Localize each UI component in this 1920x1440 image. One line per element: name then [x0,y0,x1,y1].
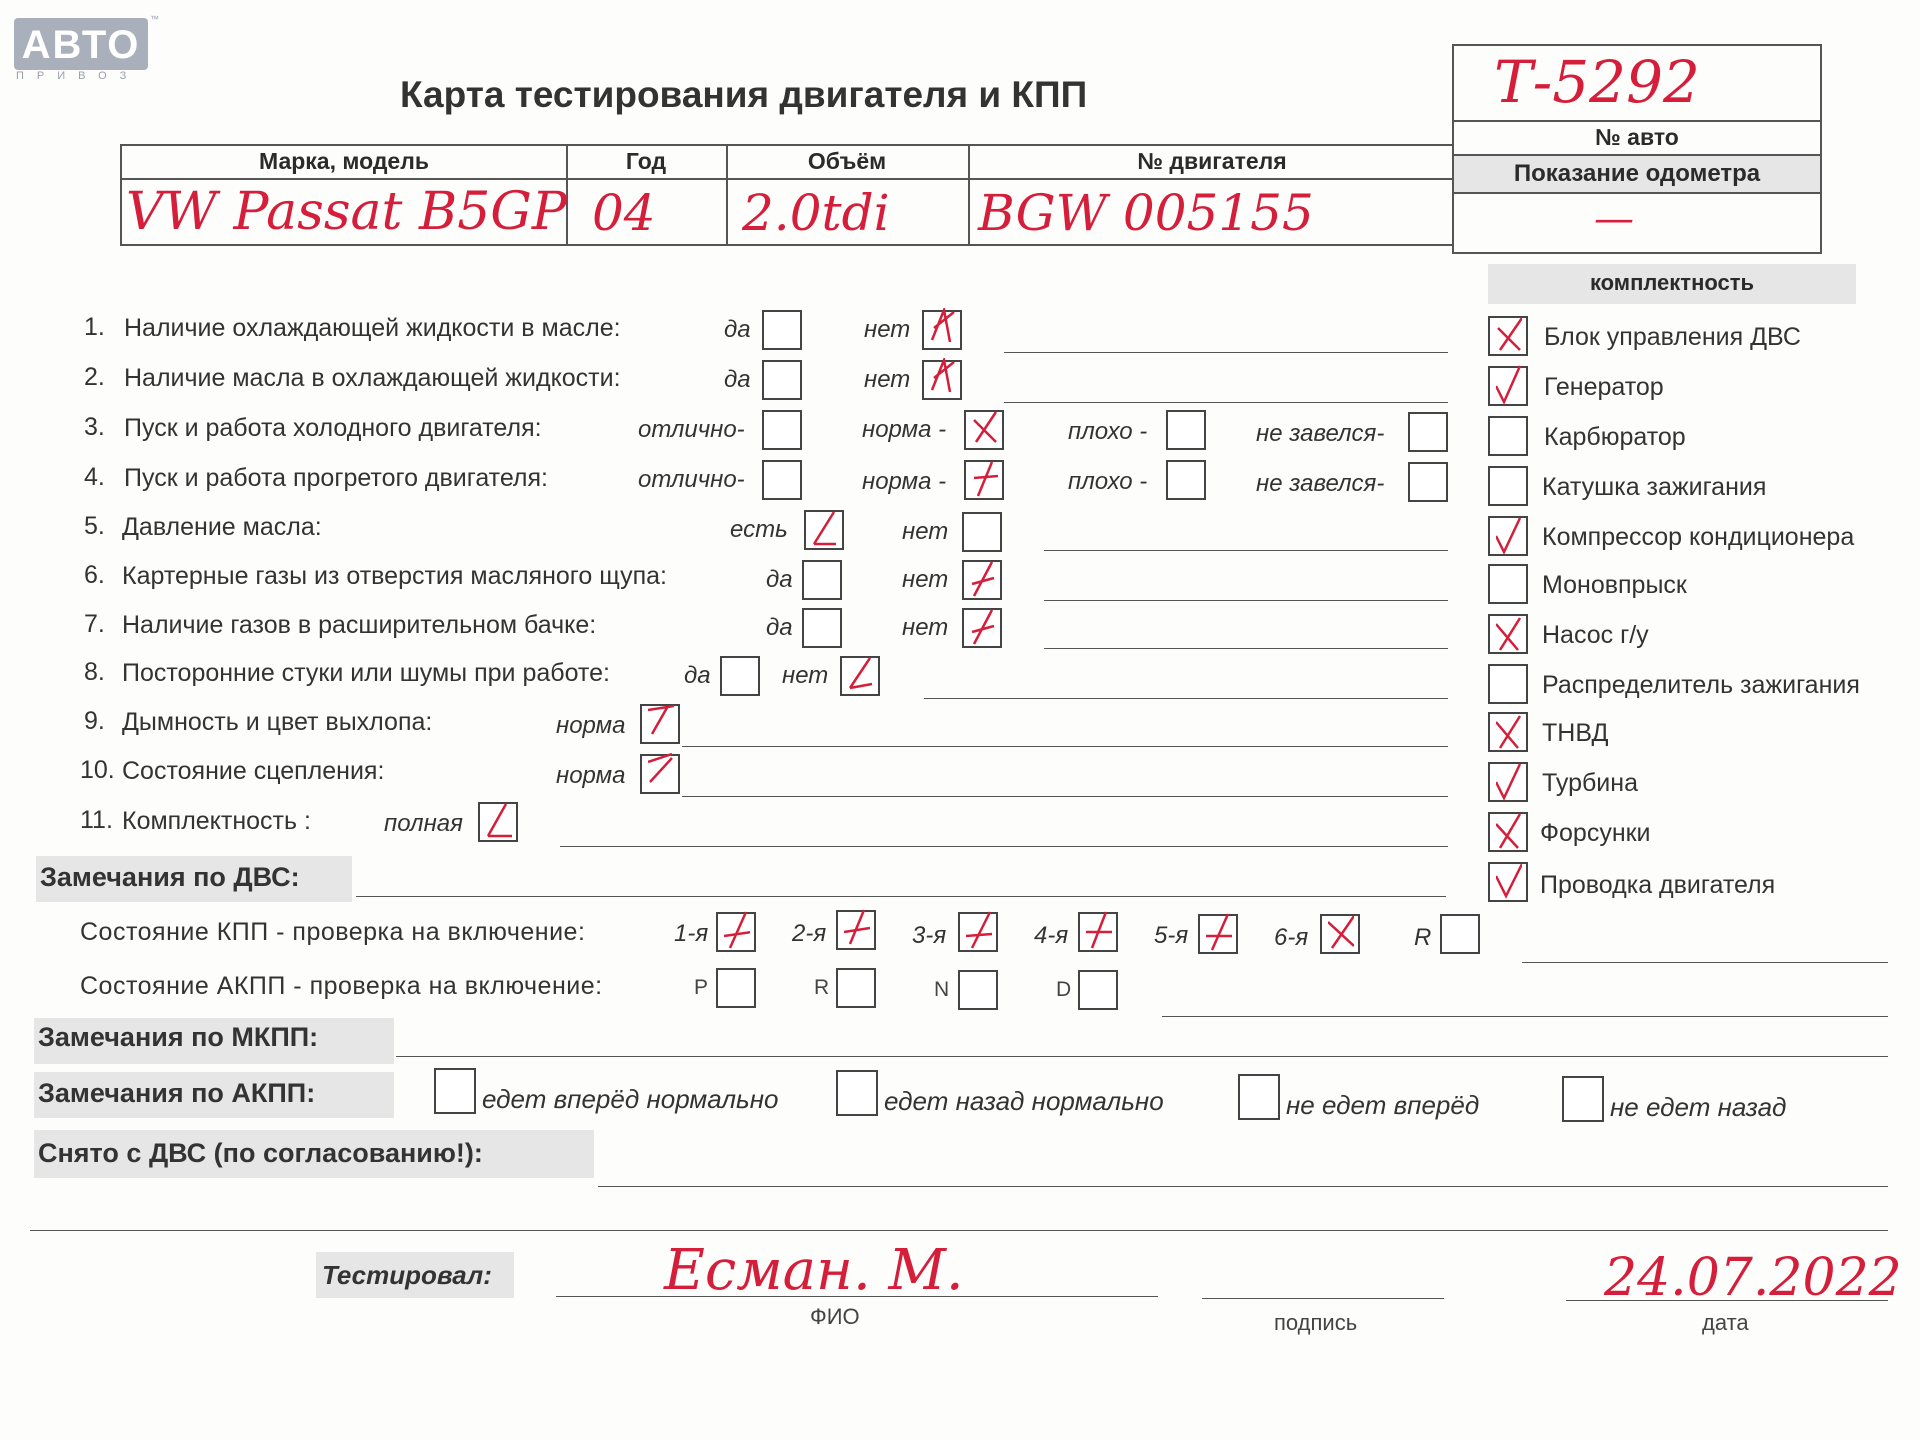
item-checkbox[interactable] [1166,460,1206,500]
opt-label: да [766,566,793,593]
akpp-option-checkbox[interactable] [1238,1074,1280,1120]
komplekt-checkbox[interactable] [1488,564,1528,604]
komplekt-item: Распределитель зажигания [1542,671,1860,699]
item-checkbox[interactable] [964,460,1004,500]
item-checkbox[interactable] [922,310,962,350]
komplekt-checkbox[interactable] [1488,812,1528,852]
opt-label: норма - [862,416,947,443]
komplekt-item: Блок управления ДВС [1544,323,1801,351]
gear-checkbox[interactable] [1320,914,1360,954]
volume-value: 2.0tdi [742,184,890,242]
odometer-value: — [1594,196,1634,242]
akpp-mode-checkbox[interactable] [716,968,756,1008]
akpp-mode-checkbox[interactable] [1078,970,1118,1010]
gear-label: 4-я [1034,922,1069,949]
akpp-mode-checkbox[interactable] [958,970,998,1010]
komplekt-item: Катушка зажигания [1542,473,1767,501]
komplekt-item: Проводка двигателя [1540,871,1776,899]
gear-label: 6-я [1274,924,1309,951]
akpp-option-checkbox[interactable] [1562,1076,1604,1122]
item-checkbox[interactable] [1166,410,1206,450]
akpp-mode-label: N [934,978,950,1001]
opt-label: нет [902,518,949,545]
gear-checkbox[interactable] [958,912,998,952]
opt-label: нет [902,614,949,641]
item-label: Давление масла: [122,513,322,541]
fio-value: Есман. М. [664,1238,964,1303]
opt-label: да [766,614,793,641]
item-label: Комплектность : [122,807,311,835]
opt-label: нет [782,662,829,689]
komplekt-title: комплектность [1589,270,1755,295]
model-value: VW Passat B5GP [126,182,567,242]
col-volume-label: Объём [807,148,887,174]
item-checkbox[interactable] [762,360,802,400]
logo-subtitle: ПРИВОЗ [16,70,140,82]
opt-label: есть [730,516,788,543]
logo: АВТО [14,18,148,70]
remarks-mkpp-label: Замечания по МКПП: [38,1022,319,1052]
komplekt-item: Форсунки [1540,819,1651,847]
komplekt-item: Генератор [1544,373,1664,401]
item-checkbox[interactable] [1408,412,1448,452]
item-label: Наличие охлаждающей жидкости в масле: [124,314,621,342]
item-label: Посторонние стуки или шумы при работе: [122,659,610,687]
komplekt-item: Компрессор кондиционера [1542,523,1855,551]
odometer-label: Показание одометра [1454,156,1820,192]
komplekt-checkbox[interactable] [1488,466,1528,506]
item-number: 8. [84,658,105,686]
gear-checkbox[interactable] [1440,914,1480,954]
komplekt-checkbox[interactable] [1488,316,1528,356]
item-number: 5. [84,512,105,540]
remarks-akpp-label: Замечания по АКПП: [38,1078,316,1108]
item-label: Наличие газов в расширительном бачке: [122,611,597,639]
item-checkbox[interactable] [762,310,802,350]
opt-label: плохо - [1068,418,1148,445]
opt-label: нет [864,316,911,343]
gear-label: 5-я [1154,922,1189,949]
item-checkbox[interactable] [840,656,880,696]
opt-label: не завелся- [1256,470,1385,497]
akpp-option-checkbox[interactable] [434,1068,476,1114]
item-label: Картерные газы из отверстия масляного щупа: [122,562,667,590]
item-label: Состояние сцепления: [122,757,385,785]
date-label: дата [1702,1310,1749,1335]
item-number: 7. [84,610,105,638]
col-year-label: Год [625,148,667,174]
logo-tm: ™ [150,14,159,24]
gear-checkbox[interactable] [1078,912,1118,952]
item-label: Наличие масла в охлаждающей жидкости: [124,364,621,392]
item-checkbox[interactable] [922,360,962,400]
komplekt-checkbox[interactable] [1488,712,1528,752]
komplekt-checkbox[interactable] [1488,664,1528,704]
removed-label: Снято с ДВС (по согласованию!): [38,1138,483,1168]
gear-label: 1-я [674,920,709,947]
item-checkbox[interactable] [962,608,1002,648]
gear-label: R [1414,924,1432,951]
item-checkbox[interactable] [720,656,760,696]
opt-label: да [724,316,751,343]
col-engine-label: № двигателя [1137,148,1287,174]
gear-label: 3-я [912,922,947,949]
opt-label: отлично- [638,416,745,443]
auto-number-value: Т-5292 [1494,48,1700,116]
date-value: 24.07.2022 [1604,1248,1902,1308]
item-number: 2. [84,363,105,391]
page-title: Карта тестирования двигателя и КПП [400,74,1088,115]
item-checkbox[interactable] [804,510,844,550]
gear-checkbox[interactable] [1198,914,1238,954]
opt-label: да [724,366,751,393]
item-checkbox[interactable] [640,704,680,744]
opt-label: норма - [862,468,947,495]
komplekt-checkbox[interactable] [1488,516,1528,556]
item-checkbox[interactable] [962,560,1002,600]
akpp-option-checkbox[interactable] [836,1070,878,1116]
item-checkbox[interactable] [1408,462,1448,502]
komplekt-checkbox[interactable] [1488,416,1528,456]
gear-checkbox[interactable] [836,910,876,950]
komplekt-item: Моновпрыск [1542,571,1687,599]
item-checkbox[interactable] [964,410,1004,450]
opt-label: полная [384,810,463,837]
item-checkbox[interactable] [962,512,1002,552]
opt-label: нет [864,366,911,393]
opt-label: плохо - [1068,468,1148,495]
gear-checkbox[interactable] [716,912,756,952]
item-checkbox[interactable] [762,460,802,500]
vehicle-header-table [120,144,1454,246]
item-checkbox[interactable] [802,608,842,648]
akpp-option-label: не едет вперёд [1286,1090,1480,1120]
item-checkbox[interactable] [802,560,842,600]
akpp-option-label: не едет назад [1610,1092,1787,1122]
komplekt-item: ТНВД [1542,719,1609,747]
opt-label: не завелся- [1256,420,1385,447]
komplekt-checkbox[interactable] [1488,762,1528,802]
akpp-label: Состояние АКПП - проверка на включение: [80,972,603,1000]
item-label: Пуск и работа холодного двигателя: [124,414,542,442]
year-value: 04 [592,184,656,242]
kpp-label: Состояние КПП - проверка на включение: [80,918,586,946]
item-checkbox[interactable] [762,410,802,450]
auto-number-label: № авто [1595,124,1679,150]
fio-label: ФИО [810,1304,860,1329]
item-number: 9. [84,707,105,735]
item-number: 10. [80,756,115,784]
komplekt-item: Турбина [1542,769,1638,797]
komplekt-item: Карбюратор [1544,423,1686,451]
akpp-option-label: едет вперёд нормально [482,1084,779,1114]
opt-label: норма [556,762,626,789]
signature-label: подпись [1274,1310,1358,1335]
tested-by-label: Тестировал: [322,1260,492,1290]
item-label: Дымность и цвет выхлопа: [122,708,433,736]
item-number: 1. [84,313,105,341]
item-number: 6. [84,561,105,589]
item-label: Пуск и работа прогретого двигателя: [124,464,548,492]
opt-label: нет [902,566,949,593]
opt-label: да [684,662,711,689]
item-checkbox[interactable] [640,754,680,794]
item-number: 4. [84,463,105,491]
opt-label: отлично- [638,466,745,493]
akpp-mode-label: P [694,976,709,999]
remarks-dvs-label: Замечания по ДВС: [40,862,300,892]
komplekt-checkbox[interactable] [1488,862,1528,902]
item-number: 11. [80,806,113,834]
komplekt-checkbox[interactable] [1488,366,1528,406]
auto-number-box [1452,44,1822,254]
item-number: 3. [84,413,105,441]
akpp-mode-label: D [1056,978,1072,1001]
opt-label: норма [556,712,626,739]
komplekt-checkbox[interactable] [1488,614,1528,654]
col-model-label: Марка, модель [259,148,429,174]
komplekt-item: Насос г/у [1542,621,1649,649]
gear-label: 2-я [792,920,827,947]
akpp-option-label: едет назад нормально [884,1086,1164,1116]
engine-value: BGW 005155 [978,184,1314,242]
akpp-mode-label: R [814,976,830,999]
akpp-mode-checkbox[interactable] [836,968,876,1008]
item-checkbox[interactable] [478,802,518,842]
